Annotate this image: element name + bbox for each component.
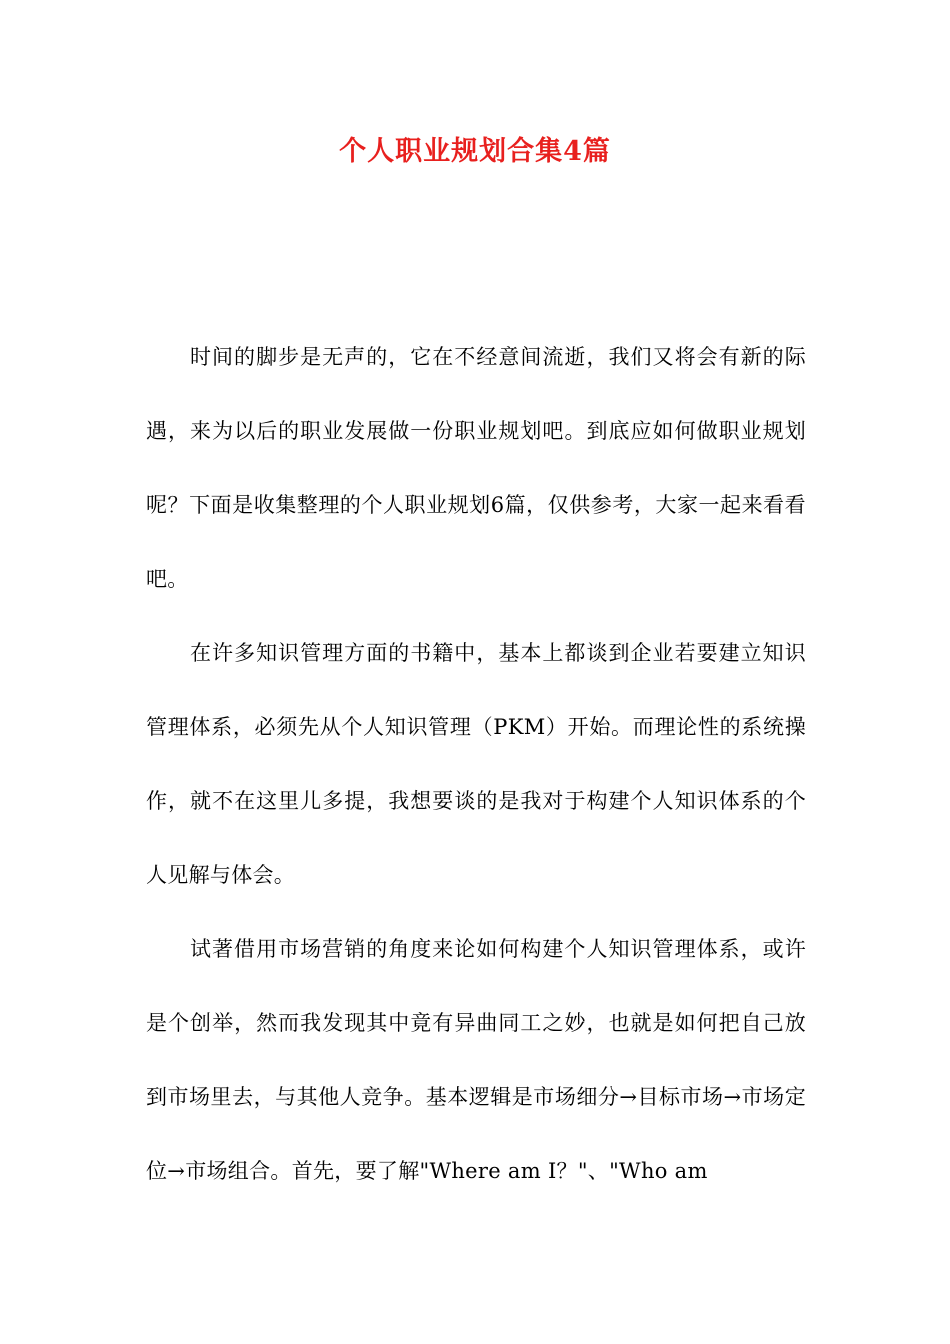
paragraph-2: 在许多知识管理方面的书籍中，基本上都谈到企业若要建立知识管理体系，必须先从个人知识管理（PKM）开始。而理论性的系统操作，就不在这里儿多提，我想要谈的是我对于构建个人知识体系的个人见解与体会。 — [146, 641, 806, 887]
paragraph-1: 时间的脚步是无声的，它在不经意间流逝，我们又将会有新的际遇，来为以后的职业发展做一份职业规划吧。到底应如何做职业规划呢？下面是收集整理的个人职业规划6篇，仅供参考，大家一起来看看吧。 — [146, 345, 806, 591]
document-title: 个人职业规划合集4篇 — [339, 136, 611, 167]
document-body — [146, 320, 806, 1208]
paragraph-3: 试著借用市场营销的角度来论如何构建个人知识管理体系，或许是个创举，然而我发现其中竟有异曲同工之妙，也就是如何把自己放到市场里去，与其他人竞争。基本逻辑是市场细分→目标市场→市场定位→市场组合。首先，要了解"Where am I？"、"Who am — [146, 937, 806, 1183]
